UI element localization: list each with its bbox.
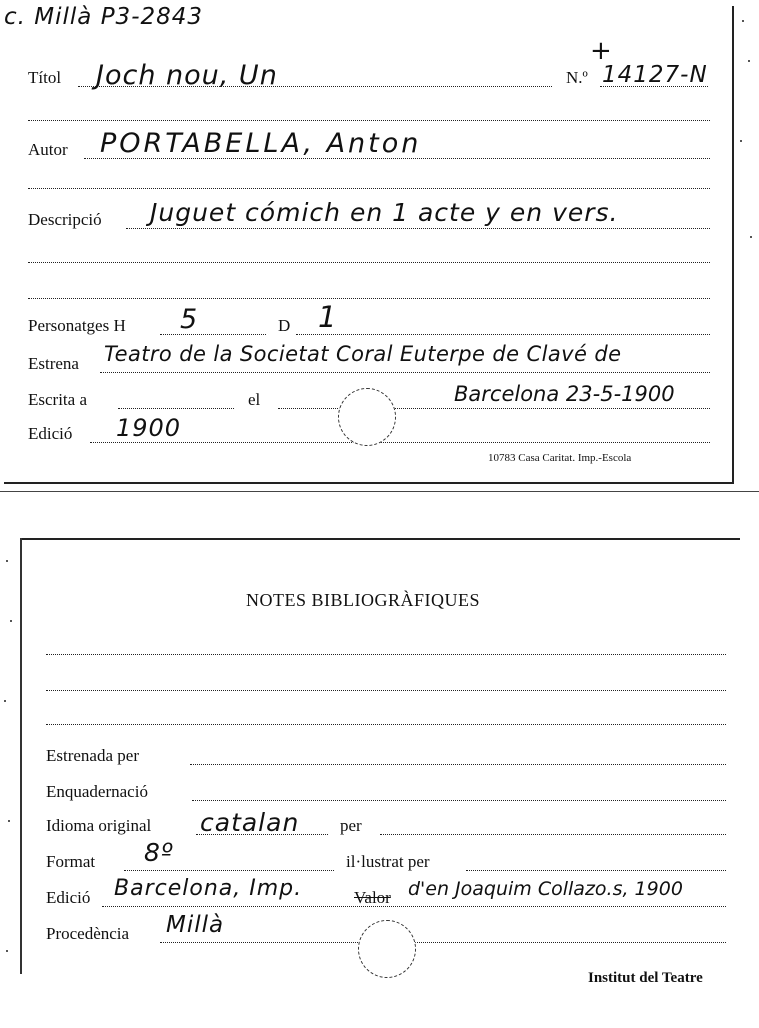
descripcio-dots [126, 228, 710, 229]
notes-heading: NOTES BIBLIOGRÀFIQUES [246, 590, 481, 610]
scan-speck [10, 620, 12, 622]
procedencia-label: Procedència [46, 924, 130, 943]
edicio-label: Edició [28, 424, 73, 443]
enquadernacio-dots [192, 800, 726, 801]
format-label: Format [46, 852, 96, 871]
titol-label: Títol [28, 68, 62, 87]
scan-speck [750, 236, 752, 238]
catalog-card-back [20, 538, 740, 540]
printer-imprint: 10783 Casa Caritat. Imp.-Escola [488, 452, 632, 464]
edicio2-dots [102, 906, 726, 907]
card-divider-line [0, 491, 759, 492]
edicio2-struck: Valor [354, 888, 391, 907]
punch-hole-bottom [358, 920, 416, 978]
institution-footer: Institut del Teatre [588, 970, 703, 986]
scan-speck [742, 20, 744, 22]
format-value: 8º [144, 838, 174, 867]
idioma-per-label: per [340, 816, 362, 835]
numero-mark: + [590, 36, 613, 66]
blank-line-4 [28, 298, 710, 299]
personatges-h-value: 5 [180, 304, 199, 335]
descripcio-label: Descripció [28, 210, 102, 229]
scan-speck [748, 60, 750, 62]
illustrat-label: il·lustrat per [346, 852, 430, 871]
numero-label: N.º [566, 68, 588, 87]
estrena-label: Estrena [28, 354, 79, 373]
edicio-dots [90, 442, 710, 443]
procedencia-dots [160, 942, 726, 943]
scan-speck [8, 820, 10, 822]
personatges-d-value: 1 [318, 300, 338, 334]
idioma-value: catalan [200, 808, 300, 837]
catalog-note: c. Millà P3-2843 [4, 4, 204, 30]
edicio2-value-a: Barcelona, Imp. [114, 876, 303, 901]
edicio-value: 1900 [116, 414, 182, 442]
card-back-left-edge [20, 538, 22, 974]
personatges-h-dots [160, 334, 266, 335]
idioma-label: Idioma original [46, 816, 152, 835]
scan-speck [6, 560, 8, 562]
estrenada-label: Estrenada per [46, 746, 139, 765]
notes-line-1 [46, 654, 726, 655]
escrita-dots [118, 408, 234, 409]
estrenada-dots [190, 764, 726, 765]
format-dots [124, 870, 334, 871]
estrena-dots [100, 372, 710, 373]
scan-speck [6, 950, 8, 952]
blank-line-3 [28, 262, 710, 263]
descripcio-value: Juguet cómich en 1 acte y en vers. [150, 198, 619, 227]
estrena-value: Teatro de la Societat Coral Euterpe de Clavé de [104, 342, 622, 366]
notes-line-3 [46, 724, 726, 725]
blank-line-1 [28, 120, 710, 121]
escrita-label: Escrita a [28, 390, 87, 409]
personatges-d-dots [296, 334, 710, 335]
enquadernacio-label: Enquadernació [46, 782, 148, 801]
numero-value: 14127-N [602, 62, 708, 88]
scan-speck [740, 140, 742, 142]
escrita-value: Barcelona 23-5-1900 [454, 382, 675, 406]
autor-value: PORTABELLA, Anton [100, 128, 422, 159]
scan-speck [4, 700, 6, 702]
autor-label: Autor [28, 140, 68, 159]
notes-line-2 [46, 690, 726, 691]
edicio2-label: Edició [46, 888, 91, 907]
el-label: el [248, 390, 261, 409]
procedencia-value: Millà [166, 912, 225, 938]
punch-hole-top [338, 388, 396, 446]
edicio2-value-b: d'en Joaquim Collazo.s, 1900 [408, 878, 683, 900]
idioma-per-dots [380, 834, 726, 835]
personatges-d-label: D [278, 316, 291, 335]
titol-value: Joch nou, Un [96, 60, 278, 91]
personatges-label: Personatges H [28, 316, 126, 335]
numero-dots [600, 86, 708, 87]
blank-line-2 [28, 188, 710, 189]
illustrat-dots [466, 870, 726, 871]
